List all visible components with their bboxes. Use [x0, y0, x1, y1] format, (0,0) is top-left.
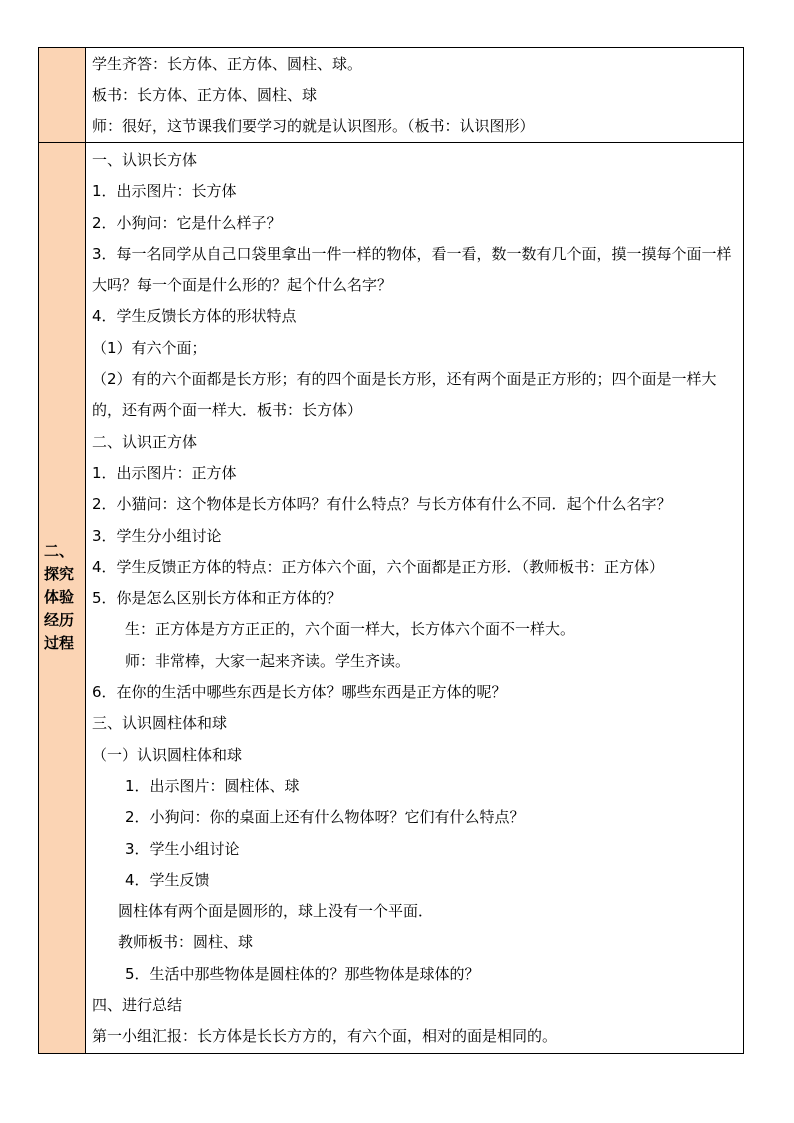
stage-label [39, 540, 85, 655]
text-line: 教师板书：圆柱、球 [118, 933, 254, 952]
section-heading: 一、认识长方体 [92, 151, 198, 169]
text-line: 2．小狗问：它是什么样子？ [92, 213, 282, 232]
section-heading: 四、进行总结 [92, 996, 183, 1015]
stage-label-line: 二、 [44, 542, 75, 561]
lesson-plan-table [38, 47, 744, 1054]
text-line: 4．学生反馈正方体的特点：正方体六个面，六个面都是正方形．（教师板书：正方体） [92, 557, 665, 576]
text-paragraph: （2）有的六个面都是长方形；有的四个面是长方形，还有两个面是正方形的；四个面是一样大的，还有两个面一样大．板书：长方体） [92, 370, 717, 420]
text-line: 师：很好，这节课我们要学习的就是认识图形。（板书：认识图形） [92, 117, 535, 135]
content-cell [86, 143, 744, 1054]
text-line: 1．出示图片：圆柱体、球 [125, 776, 300, 795]
text-line: 2．小狗问：你的桌面上还有什么物体呀？它们有什么特点？ [125, 808, 525, 827]
section-heading: 二、认识正方体 [92, 432, 198, 451]
stage-label-cell [39, 143, 86, 1054]
text-line: 4．学生反馈长方体的形状特点 [92, 307, 297, 326]
text-line: 4．学生反馈 [125, 870, 210, 889]
stage-label-line: 体验 [44, 588, 75, 607]
text-line: （1）有六个面； [92, 338, 207, 357]
text-line: 生：正方体是方方正正的，六个面一样大，长方体六个面不一样大。 [125, 620, 576, 639]
text-line: 学生齐答：长方体、正方体、圆柱、球。 [92, 55, 363, 73]
section-heading: 三、认识圆柱体和球 [92, 714, 228, 733]
text-line: 5．生活中那些物体是圆柱体的？那些物体是球体的？ [125, 964, 480, 983]
text-line: 师：非常棒，大家一起来齐读。学生齐读。 [125, 651, 411, 670]
text-line: 1．出示图片：长方体 [92, 182, 237, 201]
text-line: 1．出示图片：正方体 [92, 463, 237, 482]
text-line: 3．学生分小组讨论 [92, 526, 222, 545]
stage-label-cell-empty [39, 48, 86, 143]
text-line: 板书：长方体、正方体、圆柱、球 [92, 86, 318, 104]
text-line: 第一小组汇报：长方体是长长方方的，有六个面，相对的面是相同的。 [92, 1027, 558, 1046]
text-line: 6．在你的生活中哪些东西是长方体？哪些东西是正方体的呢？ [92, 683, 507, 702]
text-line: 3．学生小组讨论 [125, 839, 240, 858]
table-row [39, 48, 744, 143]
stage-label-line: 探究 [44, 565, 75, 584]
text-paragraph: 3．每一名同学从自己口袋里拿出一件一样的物体，看一看，数一数有几个面，摸一摸每个面一样大吗？每一个面是什么形的？起个什么名字？ [92, 244, 732, 295]
content-cell [86, 48, 744, 143]
stage-label-line: 过程 [44, 634, 75, 653]
text-line: 2．小猫问：这个物体是长方体吗？有什么特点？与长方体有什么不同．起个什么名字？ [92, 495, 672, 514]
stage-label-line: 经历 [44, 611, 75, 630]
text-line: 圆柱体有两个面是圆形的，球上没有一个平面． [118, 902, 434, 921]
subsection-heading: （一）认识圆柱体和球 [92, 745, 243, 764]
text-line: 5．你是怎么区别长方体和正方体的？ [92, 589, 342, 608]
table-row [39, 143, 744, 1054]
